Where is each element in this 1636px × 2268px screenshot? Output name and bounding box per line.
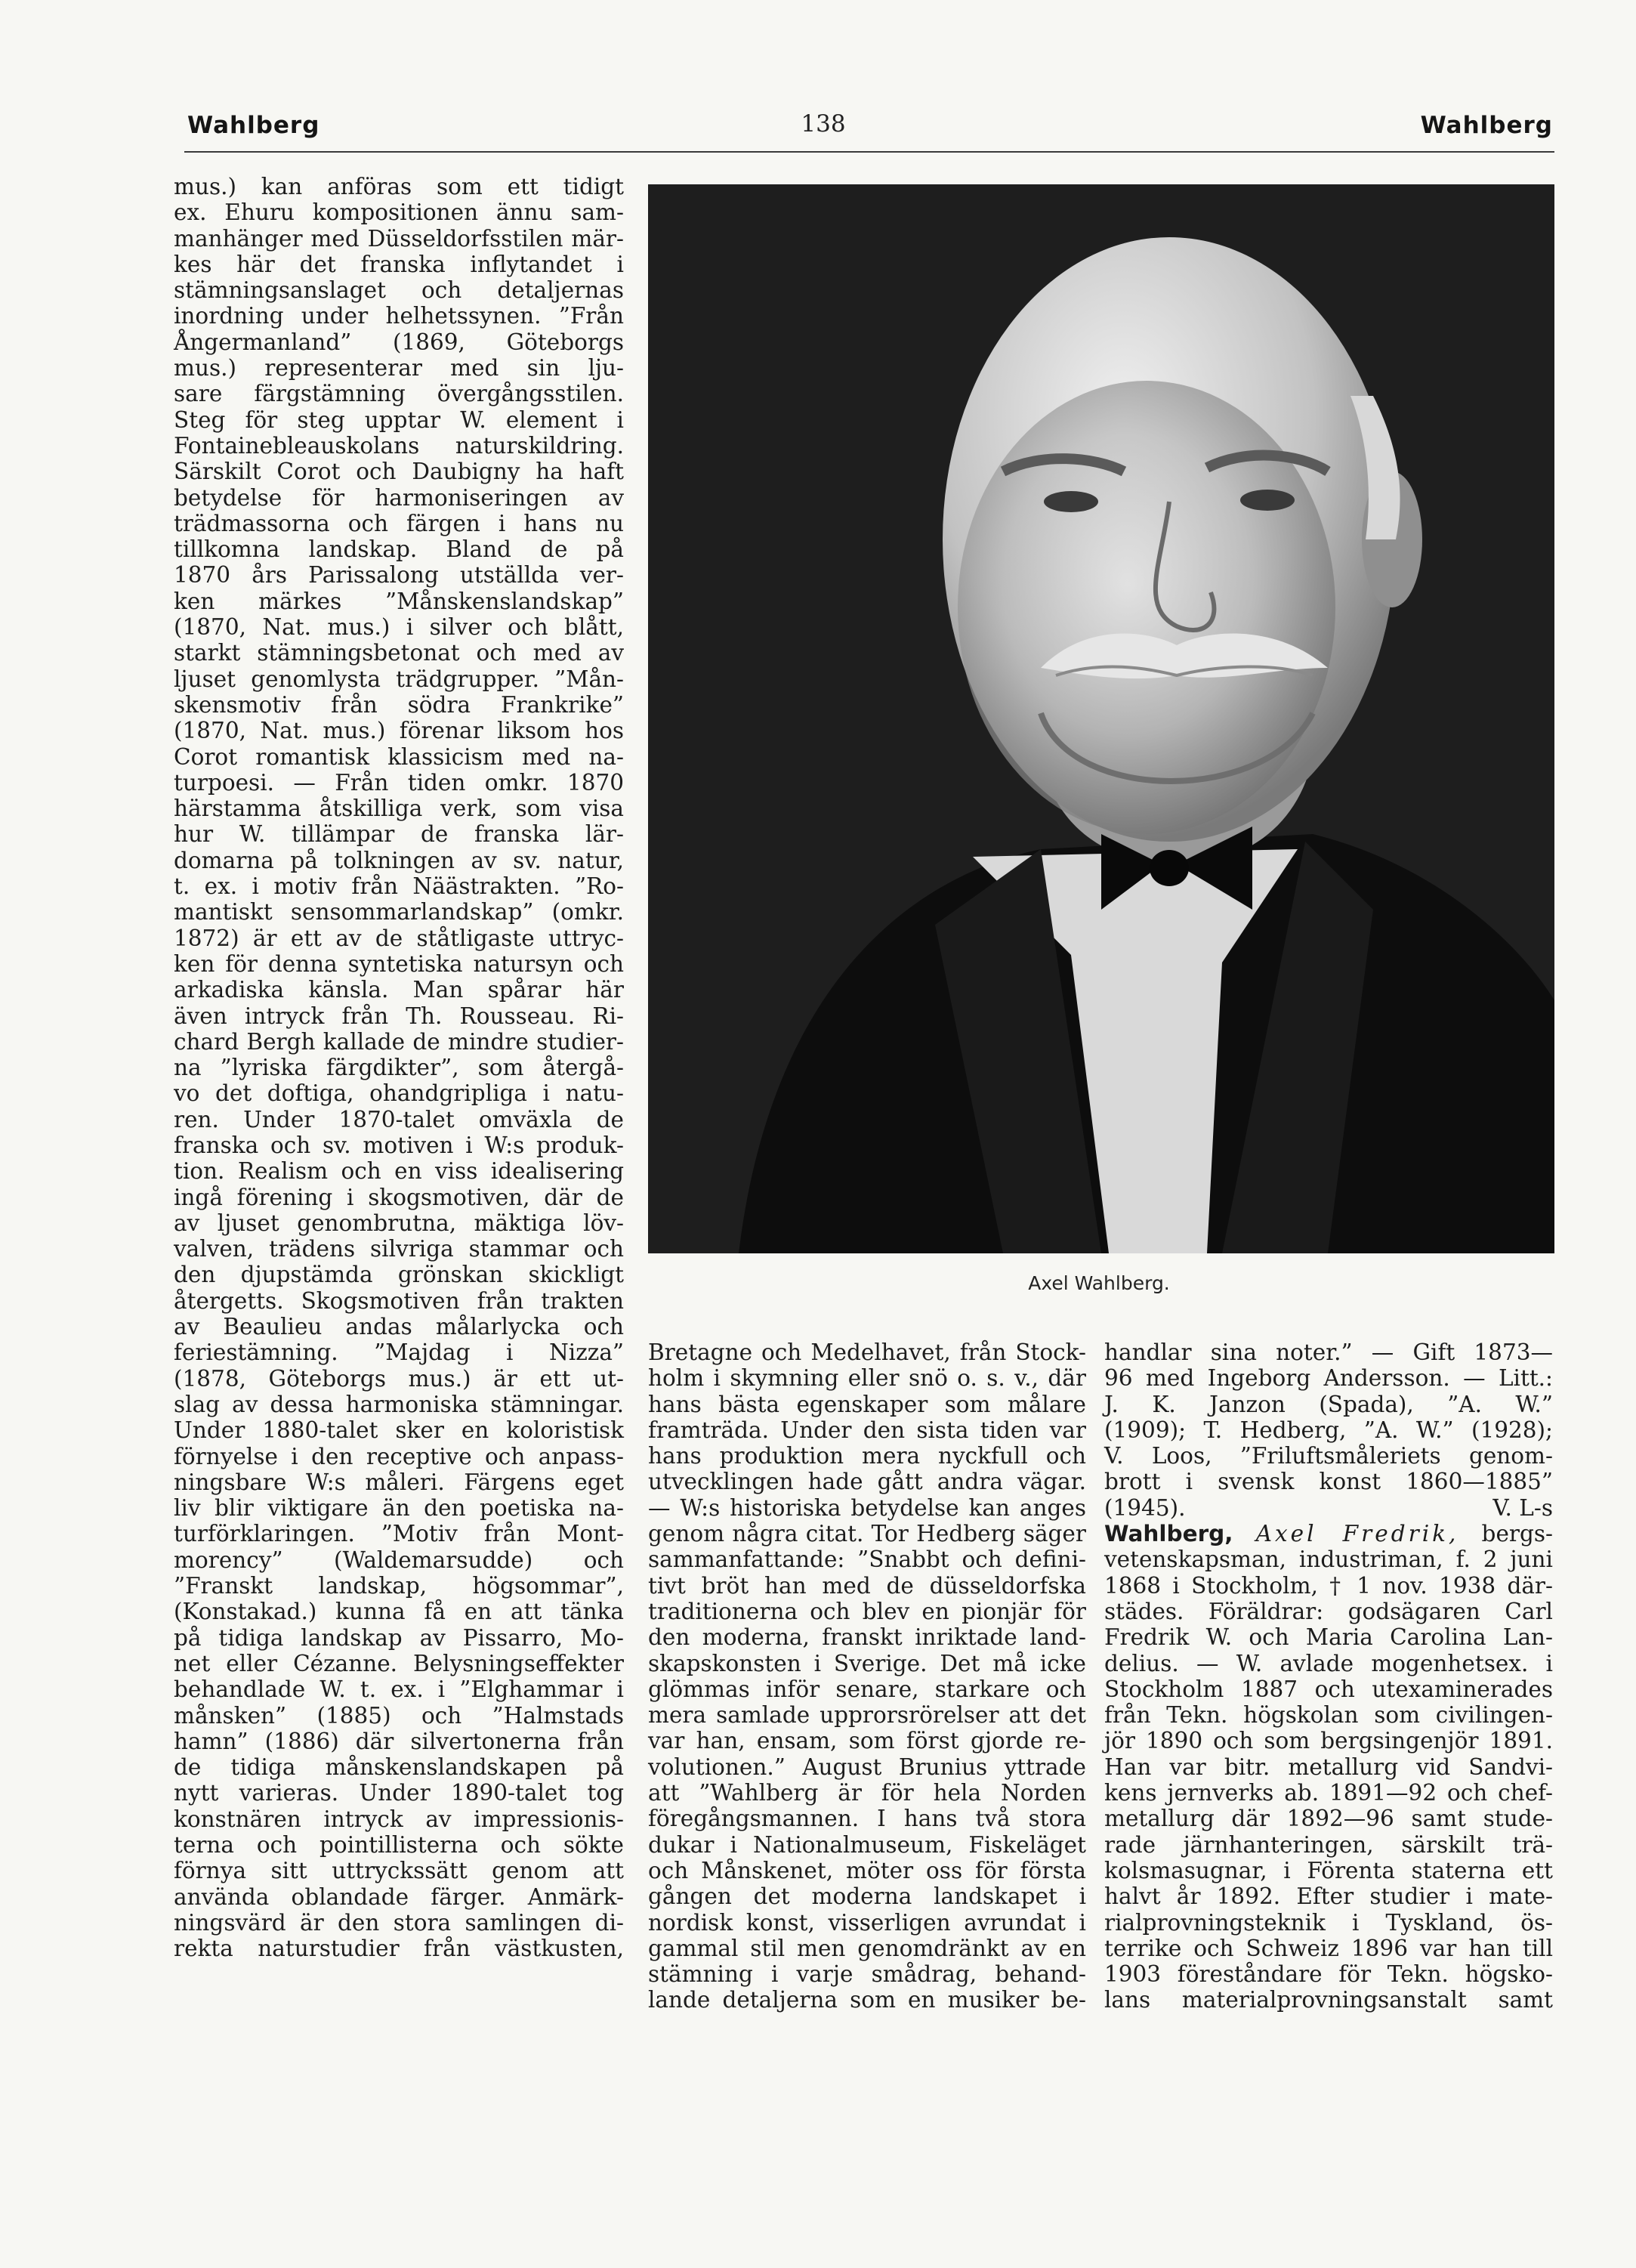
text-line: manhänger med Düsseldorfsstilen mär- [174,225,624,252]
text-line: 1872) är ett av de ståtligaste uttryc- [174,925,624,951]
text-line: arkadiska känsla. Man spårar här [174,977,624,1003]
text-column-left [174,174,624,1961]
text-line: glömmas inför senare, starkare och [648,1676,1086,1702]
text-line: terna och pointillisterna och sökte [174,1832,624,1858]
text-line: månsken” (1885) och ”Halmstads [174,1702,624,1729]
text-line: ljuset genomlysta trädgrupper. ”Mån- [174,666,624,692]
text-line: terrike och Schweiz 1896 var han till [1104,1935,1553,1961]
text-line: halvt år 1892. Efter studier i mate- [1104,1883,1553,1910]
text-line: feriestämning. ”Majdag i Nizza” [174,1339,624,1366]
text-line: konstnären intryck av impressionis- [174,1806,624,1832]
text-line: hans produktion mera nyckfull och [648,1443,1086,1469]
text-line: använda oblandade färger. Anmärk- [174,1883,624,1910]
text-line: sammanfattande: ”Snabbt och defini- [648,1547,1086,1573]
text-line: Steg för steg upptar W. element i [174,406,624,433]
text-line: domarna på tolkningen av sv. natur, [174,847,624,873]
text-line: trädmassorna och färgen i hans nu [174,510,624,536]
bibliography-year: (1945). [1104,1494,1186,1521]
text-column-right [1104,1339,1553,2013]
text-line: starkt stämningsbetonat och med av [174,640,624,666]
text-line: 1868 i Stockholm, † 1 nov. 1938 där- [1104,1572,1553,1599]
text-line: kens jernverks ab. 1891—92 och chef- [1104,1780,1553,1806]
text-line: nytt varieras. Under 1890-talet tog [174,1780,624,1806]
text-line: traditionerna och blev en pionjär för [648,1598,1086,1624]
text-line: net eller Cézanne. Belysningseffekter [174,1650,624,1676]
text-line: chard Bergh kallade de mindre studier- [174,1028,624,1055]
entry-heading-rest: bergs- [1459,1521,1553,1547]
header-rule [184,151,1554,153]
text-line: hur W. tillämpar de franska lär- [174,821,624,848]
text-line: hamn” (1886) där silvertonerna från [174,1728,624,1754]
text-line: skensmotiv från södra Frankrike” [174,691,624,718]
running-head-right: Wahlberg [1420,112,1553,139]
text-line: slag av dessa harmoniska stämningar. [174,1391,624,1417]
portrait-photo [648,184,1554,1253]
text-line: Han var bitr. metallurg vid Sandvi- [1104,1754,1553,1780]
text-line: dukar i Nationalmuseum, Fiskeläget [648,1831,1086,1858]
text-line: turpoesi. — Från tiden omkr. 1870 [174,769,624,796]
text-line: lans materialprovningsanstalt samt [1104,1987,1553,2013]
text-line: av ljuset genombrutna, mäktiga löv- [174,1210,624,1236]
text-line: Fredrik W. och Maria Carolina Lan- [1104,1624,1553,1651]
text-line: (Konstakad.) kunna få en att tänka [174,1599,624,1625]
text-line: återgetts. Skogsmotiven från trakten [174,1287,624,1314]
text-line: ingå förening i skogsmotiven, där de [174,1184,624,1210]
text-line: mantiskt sensommarlandskap” (omkr. [174,899,624,925]
text-line: liv blir viktigare än den poetiska na- [174,1495,624,1522]
text-line: förnya sitt uttryckssätt genom att [174,1858,624,1884]
text-line: gången det moderna landskapet i [648,1883,1086,1910]
text-line: handlar sina noter.” — Gift 1873— [1104,1339,1553,1365]
text-line: rekta naturstudier från västkusten, [174,1936,624,1962]
text-line: förnyelse i den receptive och anpass- [174,1443,624,1469]
text-line: utvecklingen hade gått andra vägar. [648,1469,1086,1495]
text-line: turförklaringen. ”Motiv från Mont- [174,1521,624,1547]
text-line: — W:s historiska betydelse kan anges [648,1494,1086,1521]
text-line: ken märkes ”Månskenslandskap” [174,588,624,614]
text-line: rade järnhanteringen, särskilt trä- [1104,1831,1553,1858]
text-line: hans bästa egenskaper som målare [648,1391,1086,1417]
text-line: stämning i varje smådrag, behand- [648,1961,1086,1988]
text-line: 1903 föreståndare för Tekn. högsko- [1104,1961,1553,1988]
text-line: tion. Realism och en viss idealisering [174,1158,624,1185]
bibliography-end-line [1104,1495,1553,1521]
text-line: kolsmasugnar, i Förenta staterna ett [1104,1857,1553,1883]
text-line: ex. Ehuru kompositionen ännu sam- [174,199,624,226]
text-line: tillkomna landskap. Bland de på [174,536,624,563]
text-line: ren. Under 1870-talet omväxla de [174,1106,624,1132]
text-line: ”Franskt landskap, högsommar”, [174,1573,624,1599]
text-line: ningsbare W:s måleri. Färgens eget [174,1469,624,1495]
text-line: från Tekn. högskolan som civilingen- [1104,1702,1553,1729]
entry-surname: Wahlberg, [1104,1521,1233,1547]
text-line: J. K. Janzon (Spada), ”A. W.” [1104,1391,1553,1417]
text-line: betydelse för harmoniseringen av [174,484,624,511]
text-line: de tidiga månskenslandskapen på [174,1754,624,1781]
text-line: gammal stil men genomdränkt av en [648,1935,1086,1961]
text-line: skapskonsten i Sverige. Det må icke [648,1650,1086,1676]
running-head-left: Wahlberg [187,112,320,139]
text-line: Stockholm 1887 och utexaminerades [1104,1676,1553,1702]
text-line: på tidiga landskap av Pissarro, Mo- [174,1624,624,1651]
text-line: av Beaulieu andas målarlycka och [174,1314,624,1340]
page-number: 138 [801,110,846,138]
text-line: (1870, Nat. mus.) förenar liksom hos [174,718,624,744]
text-line: rialprovningsteknik i Tyskland, ös- [1104,1909,1553,1936]
text-line: holm i skymning eller snö o. s. v., där [648,1365,1086,1392]
text-line: na ”lyriska färgdikter”, som återgå- [174,1055,624,1081]
text-line: mus.) representerar med sin lju- [174,355,624,382]
text-line: framträda. Under den sista tiden var [648,1417,1086,1443]
entry-given-names: Axel Fredrik, [1255,1521,1459,1547]
text-line: även intryck från Th. Rousseau. Ri- [174,1003,624,1029]
text-line: sare färgstämning övergångsstilen. [174,381,624,407]
text-line: inordning under helhetssynen. ”Från [174,303,624,329]
text-line: lande detaljerna som en musiker be- [648,1987,1086,2013]
text-line: morency” (Waldemarsudde) och [174,1547,624,1573]
text-line: vo det doftiga, ohandgripliga i natu- [174,1080,624,1107]
text-line: Corot romantisk klassicism med na- [174,743,624,770]
text-line: (1878, Göteborgs mus.) är ett ut- [174,1365,624,1392]
text-line: volutionen.” August Brunius yttrade [648,1754,1086,1780]
text-line: jör 1890 och som bergsingenjör 1891. [1104,1728,1553,1754]
text-line: var han, ensam, som först gjorde re- [648,1728,1086,1754]
text-line: genom några citat. Tor Hedberg säger [648,1521,1086,1547]
text-line: Ångermanland” (1869, Göteborgs [174,329,624,355]
text-line: tivt bröt han med de düsseldorfska [648,1572,1086,1599]
text-line: härstamma åtskilliga verk, som visa [174,796,624,822]
entry-heading-line [1104,1521,1553,1547]
text-line: nordisk konst, visserligen avrundat i [648,1909,1086,1936]
text-line: den moderna, franskt inriktade land- [648,1624,1086,1651]
text-line: (1909); T. Hedberg, ”A. W.” (1928); [1104,1417,1553,1443]
text-line: ningsvärd är den stora samlingen di- [174,1909,624,1936]
text-line: (1870, Nat. mus.) i silver och blått, [174,614,624,641]
text-line: att ”Wahlberg är för hela Norden [648,1780,1086,1806]
text-line: och Månskenet, möter oss för första [648,1857,1086,1883]
author-signature: V. L-s [1492,1494,1553,1521]
text-column-middle [648,1339,1086,2013]
text-line: delius. — W. avlade mogenhetsex. i [1104,1650,1553,1676]
text-line: föregångsmannen. I hans två stora [648,1806,1086,1832]
text-line: stämningsanslaget och detaljernas [174,277,624,304]
text-line: behandlade W. t. ex. i ”Elghammar i [174,1676,624,1703]
text-line: Särskilt Corot och Daubigny ha haft [174,459,624,485]
text-line: franska och sv. motiven i W:s produk- [174,1132,624,1158]
text-line: vetenskapsman, industriman, f. 2 juni [1104,1547,1553,1573]
portrait-image [648,184,1554,1253]
text-line: ken för denna syntetiska natursyn och [174,950,624,977]
text-line: den djupstämda grönskan skickligt [174,1262,624,1288]
text-line: mera samlade upprorsrörelser att det [648,1702,1086,1729]
text-line: Fontainebleauskolans naturskildring. [174,432,624,459]
text-line: städes. Föräldrar: godsägaren Carl [1104,1598,1553,1624]
text-line: brott i svensk konst 1860—1885” [1104,1469,1553,1495]
text-line: V. Loos, ”Friluftsmåleriets genom- [1104,1443,1553,1469]
text-line: t. ex. i motiv från Näästrakten. ”Ro- [174,873,624,900]
text-line: 96 med Ingeborg Andersson. — Litt.: [1104,1365,1553,1392]
text-line: Under 1880-talet sker en koloristisk [174,1417,624,1444]
text-line: metallurg där 1892—96 samt stude- [1104,1806,1553,1832]
text-line: Bretagne och Medelhavet, från Stock- [648,1339,1086,1365]
text-line: valven, trädens silvriga stammar och [174,1236,624,1262]
photo-caption: Axel Wahlberg. [1028,1272,1170,1294]
text-line: kes här det franska inflytandet i [174,251,624,277]
text-line: mus.) kan anföras som ett tidigt [174,174,624,199]
text-line: 1870 års Parissalong utställda ver- [174,562,624,589]
